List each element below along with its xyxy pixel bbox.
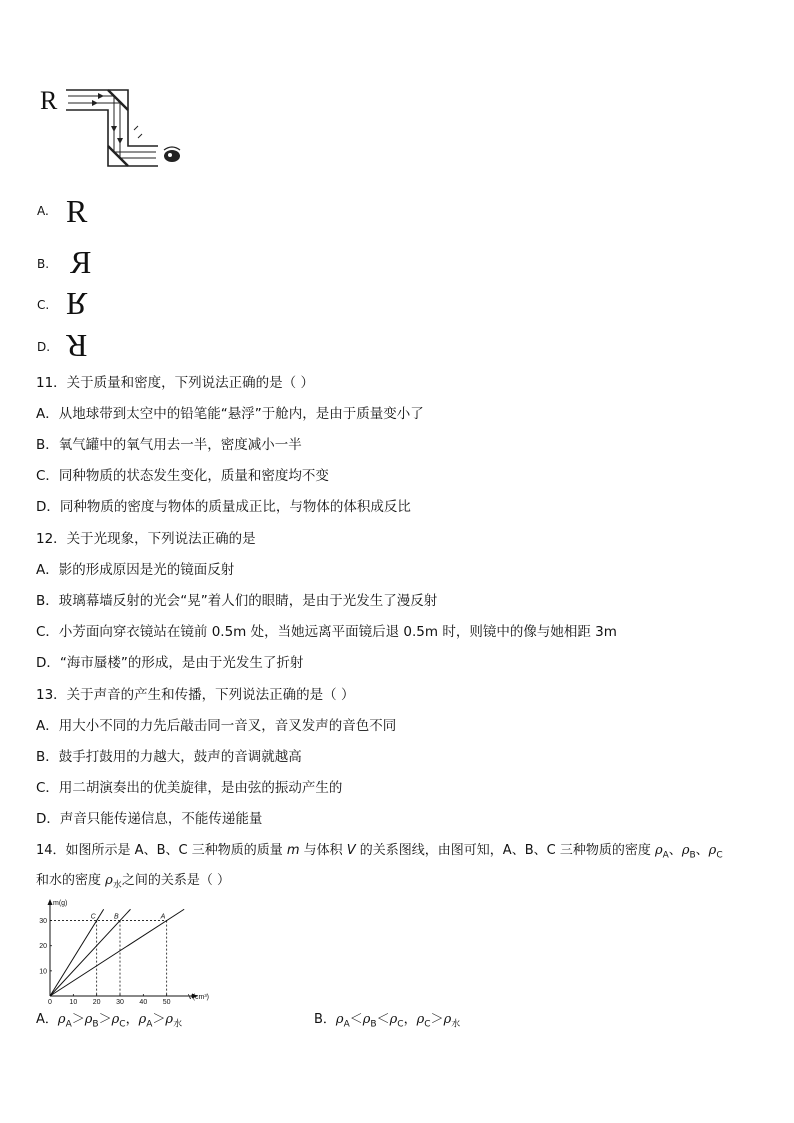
q11-stem: 11．关于质量和密度，下列说法正确的是（ ） bbox=[36, 375, 314, 391]
periscope-object-letter: R bbox=[40, 86, 58, 115]
y-axis-arrow bbox=[48, 899, 53, 905]
q13-option-b: B．鼓手打鼓用的力越大，鼓声的音调就越高 bbox=[36, 749, 302, 765]
q14-mass-volume-chart bbox=[34, 898, 209, 1006]
x-tick-label: 0 bbox=[48, 999, 52, 1006]
q14-option-b: B．$\rho_A<\rho_B<\rho_C$，$\rho_C>\rho_水$ bbox=[314, 1012, 461, 1030]
q11-option-c: C．同种物质的状态发生变化，质量和密度均不变 bbox=[36, 468, 329, 484]
q10-option-a-glyph: R bbox=[66, 193, 88, 229]
q10-option-b-glyph: R bbox=[70, 244, 92, 280]
q12-option-a: A．影的形成原因是光的镜面反射 bbox=[36, 562, 235, 578]
q13-option-d: D．声音只能传递信息，不能传递能量 bbox=[36, 811, 263, 827]
y-tick-label: 20 bbox=[39, 943, 47, 951]
q13-option-a: A．用大小不同的力先后敲击同一音叉，音叉发声的音色不同 bbox=[36, 718, 397, 734]
x-tick-label: 40 bbox=[139, 999, 148, 1006]
series-label-B: B bbox=[114, 913, 119, 921]
q14-option-a: A．$\rho_A>\rho_B>\rho_C$，$\rho_A>\rho_水$ bbox=[36, 1012, 183, 1030]
q12-option-b: B．玻璃幕墙反射的光会“晃”着人们的眼睛，是由于光发生了漫反射 bbox=[36, 593, 438, 609]
y-axis-label: m(g) bbox=[53, 900, 68, 907]
q11-option-d: D．同种物质的密度与物体的质量成正比，与物体的体积成反比 bbox=[36, 499, 411, 515]
y-tick-label: 10 bbox=[39, 968, 47, 976]
q14-stem-line1: 14．如图所示是 A、B、C 三种物质的质量 m 与体积 V 的关系图线，由图可知，A、B、C 三种物质的密度 $\rho_A$、$\rho_B$、$\rho_C$ bbox=[36, 843, 723, 861]
q10-option-c-label: C. bbox=[37, 298, 50, 312]
x-tick-label: 10 bbox=[69, 999, 78, 1006]
series-line-B bbox=[50, 909, 131, 996]
q10-option-b-label: B. bbox=[37, 257, 50, 271]
x-tick-label: 20 bbox=[92, 999, 101, 1006]
series-line-A bbox=[50, 909, 184, 996]
series-label-C: C bbox=[90, 913, 96, 921]
q10-option-a-label: A. bbox=[37, 204, 49, 218]
x-axis-label: V(cm³) bbox=[188, 993, 209, 1001]
q12-option-c: C．小芳面向穿衣镜站在镜前 0.5m 处，当她远离平面镜后退 0.5m 时，则镜中的像与她相距 3m bbox=[36, 624, 617, 640]
q12-option-d: D．“海市蜃楼”的形成，是由于光发生了折射 bbox=[36, 655, 304, 671]
q10-option-c-glyph: R bbox=[66, 286, 88, 322]
q13-option-c: C．用二胡演奏出的优美旋律，是由弦的振动产生的 bbox=[36, 780, 343, 796]
q11-option-b: B．氧气罐中的氧气用去一半，密度减小一半 bbox=[36, 437, 302, 453]
x-tick-label: 50 bbox=[162, 999, 171, 1006]
periscope-figure bbox=[38, 86, 188, 168]
q10-option-d-glyph: R bbox=[66, 328, 88, 364]
periscope-diagram bbox=[38, 86, 188, 168]
series-label-A: A bbox=[160, 913, 166, 921]
q14-stem-line2: 和水的密度 $\rho_水$之间的关系是（ ） bbox=[36, 873, 230, 891]
y-tick-label: 30 bbox=[39, 918, 47, 926]
q11-option-a: A．从地球带到太空中的铅笔能“悬浮”于舱内，是由于质量变小了 bbox=[36, 406, 424, 422]
x-tick-label: 30 bbox=[116, 999, 124, 1006]
series-line-C bbox=[50, 909, 104, 996]
q12-stem: 12．关于光现象，下列说法正确的是 bbox=[36, 531, 256, 547]
q10-option-d-label: D. bbox=[37, 340, 51, 354]
q13-stem: 13．关于声音的产生和传播，下列说法正确的是（ ） bbox=[36, 687, 355, 703]
